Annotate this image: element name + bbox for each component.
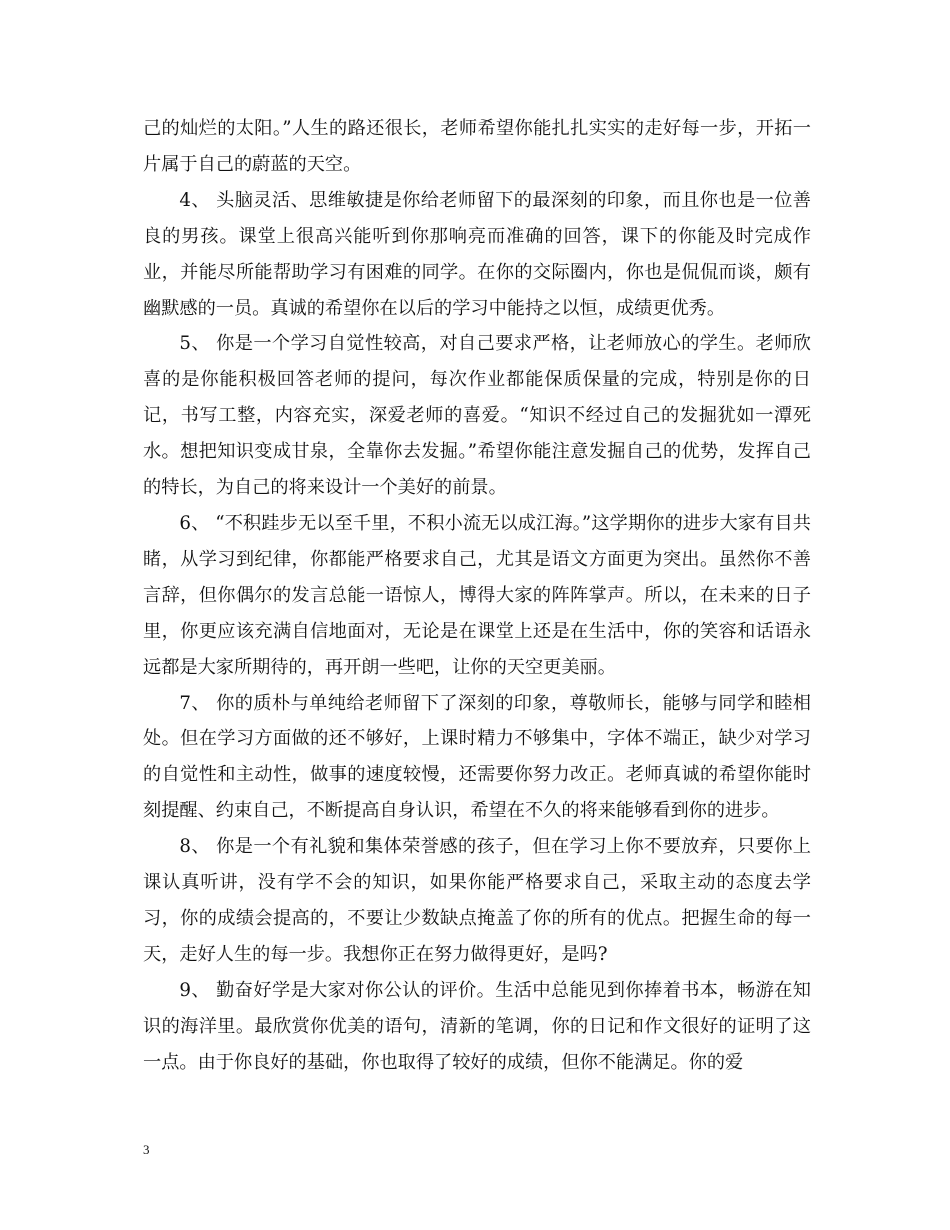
paragraph-comment-9: 9、 勤奋好学是大家对你公认的评价。生活中总能见到你捧着书本，畅游在知识的海洋里。最欣赏你优美的语句，清新的笔调，你的日记和作文很好的证明了这一点。由于你良好的基础，你也取得了较好的成绩，但你不能满足。你的爱	[143, 979, 811, 1073]
paragraph-comment-5: 5、 你是一个学习自觉性较高，对自己要求严格，让老师放心的学生。老师欣喜的是你能积极回答老师的提问，每次作业都能保质保量的完成，特别是你的日记，书写工整，内容充实，深爱老师的喜爱。“知识不经过自己的发掘犹如一潭死水。想把知识变成甘泉，全靠你去发掘。”希望你能注意发掘自己的优势，发挥自己的特长，为自己的将来设计一个美好的前景。	[143, 333, 811, 499]
document-body	[143, 111, 811, 1080]
page-number: 3	[143, 1142, 150, 1157]
paragraph-comment-7: 7、 你的质朴与单纯给老师留下了深刻的印象，尊敬师长，能够与同学和睦相处。但在学习方面做的还不够好，上课时精力不够集中，字体不端正，缺少对学习的自觉性和主动性，做事的速度较慢，还需要你努力改正。老师真诚的希望你能时刻提醒、约束自己，不断提高自身认识，希望在不久的将来能够看到你的进步。	[143, 692, 811, 822]
paragraph-comment-4: 4、 头脑灵活、思维敏捷是你给老师留下的最深刻的印象，而且你也是一位善良的男孩。课堂上很高兴能听到你那响亮而准确的回答，课下的你能及时完成作业，并能尽所能帮助学习有困难的同学。在你的交际圈内，你也是侃侃而谈，颇有幽默感的一员。真诚的希望你在以后的学习中能持之以恒，成绩更优秀。	[143, 189, 811, 319]
paragraph-comment-6: 6、 “不积跬步无以至千里，不积小流无以成江海。”这学期你的进步大家有目共睹，从学习到纪律，你都能严格要求自己，尤其是语文方面更为突出。虽然你不善言辞，但你偶尔的发言总能一语惊人，博得大家的阵阵掌声。所以，在未来的日子里，你更应该充满自信地面对，无论是在课堂上还是在生活中，你的笑容和话语永远都是大家所期待的，再开朗一些吧，让你的天空更美丽。	[143, 512, 811, 678]
paragraph-comment-8: 8、 你是一个有礼貌和集体荣誉感的孩子，但在学习上你不要放弃，只要你上课认真听讲，没有学不会的知识，如果你能严格要求自己，采取主动的态度去学习，你的成绩会提高的，不要让少数缺点掩盖了你的所有的优点。把握生命的每一天，走好人生的每一步。我想你正在努力做得更好，是吗?	[143, 836, 811, 965]
paragraph-continuation: 己的灿烂的太阳。”人生的路还很长，老师希望你能扎扎实实的走好每一步，开拓一片属于自己的蔚蓝的天空。	[143, 118, 811, 175]
